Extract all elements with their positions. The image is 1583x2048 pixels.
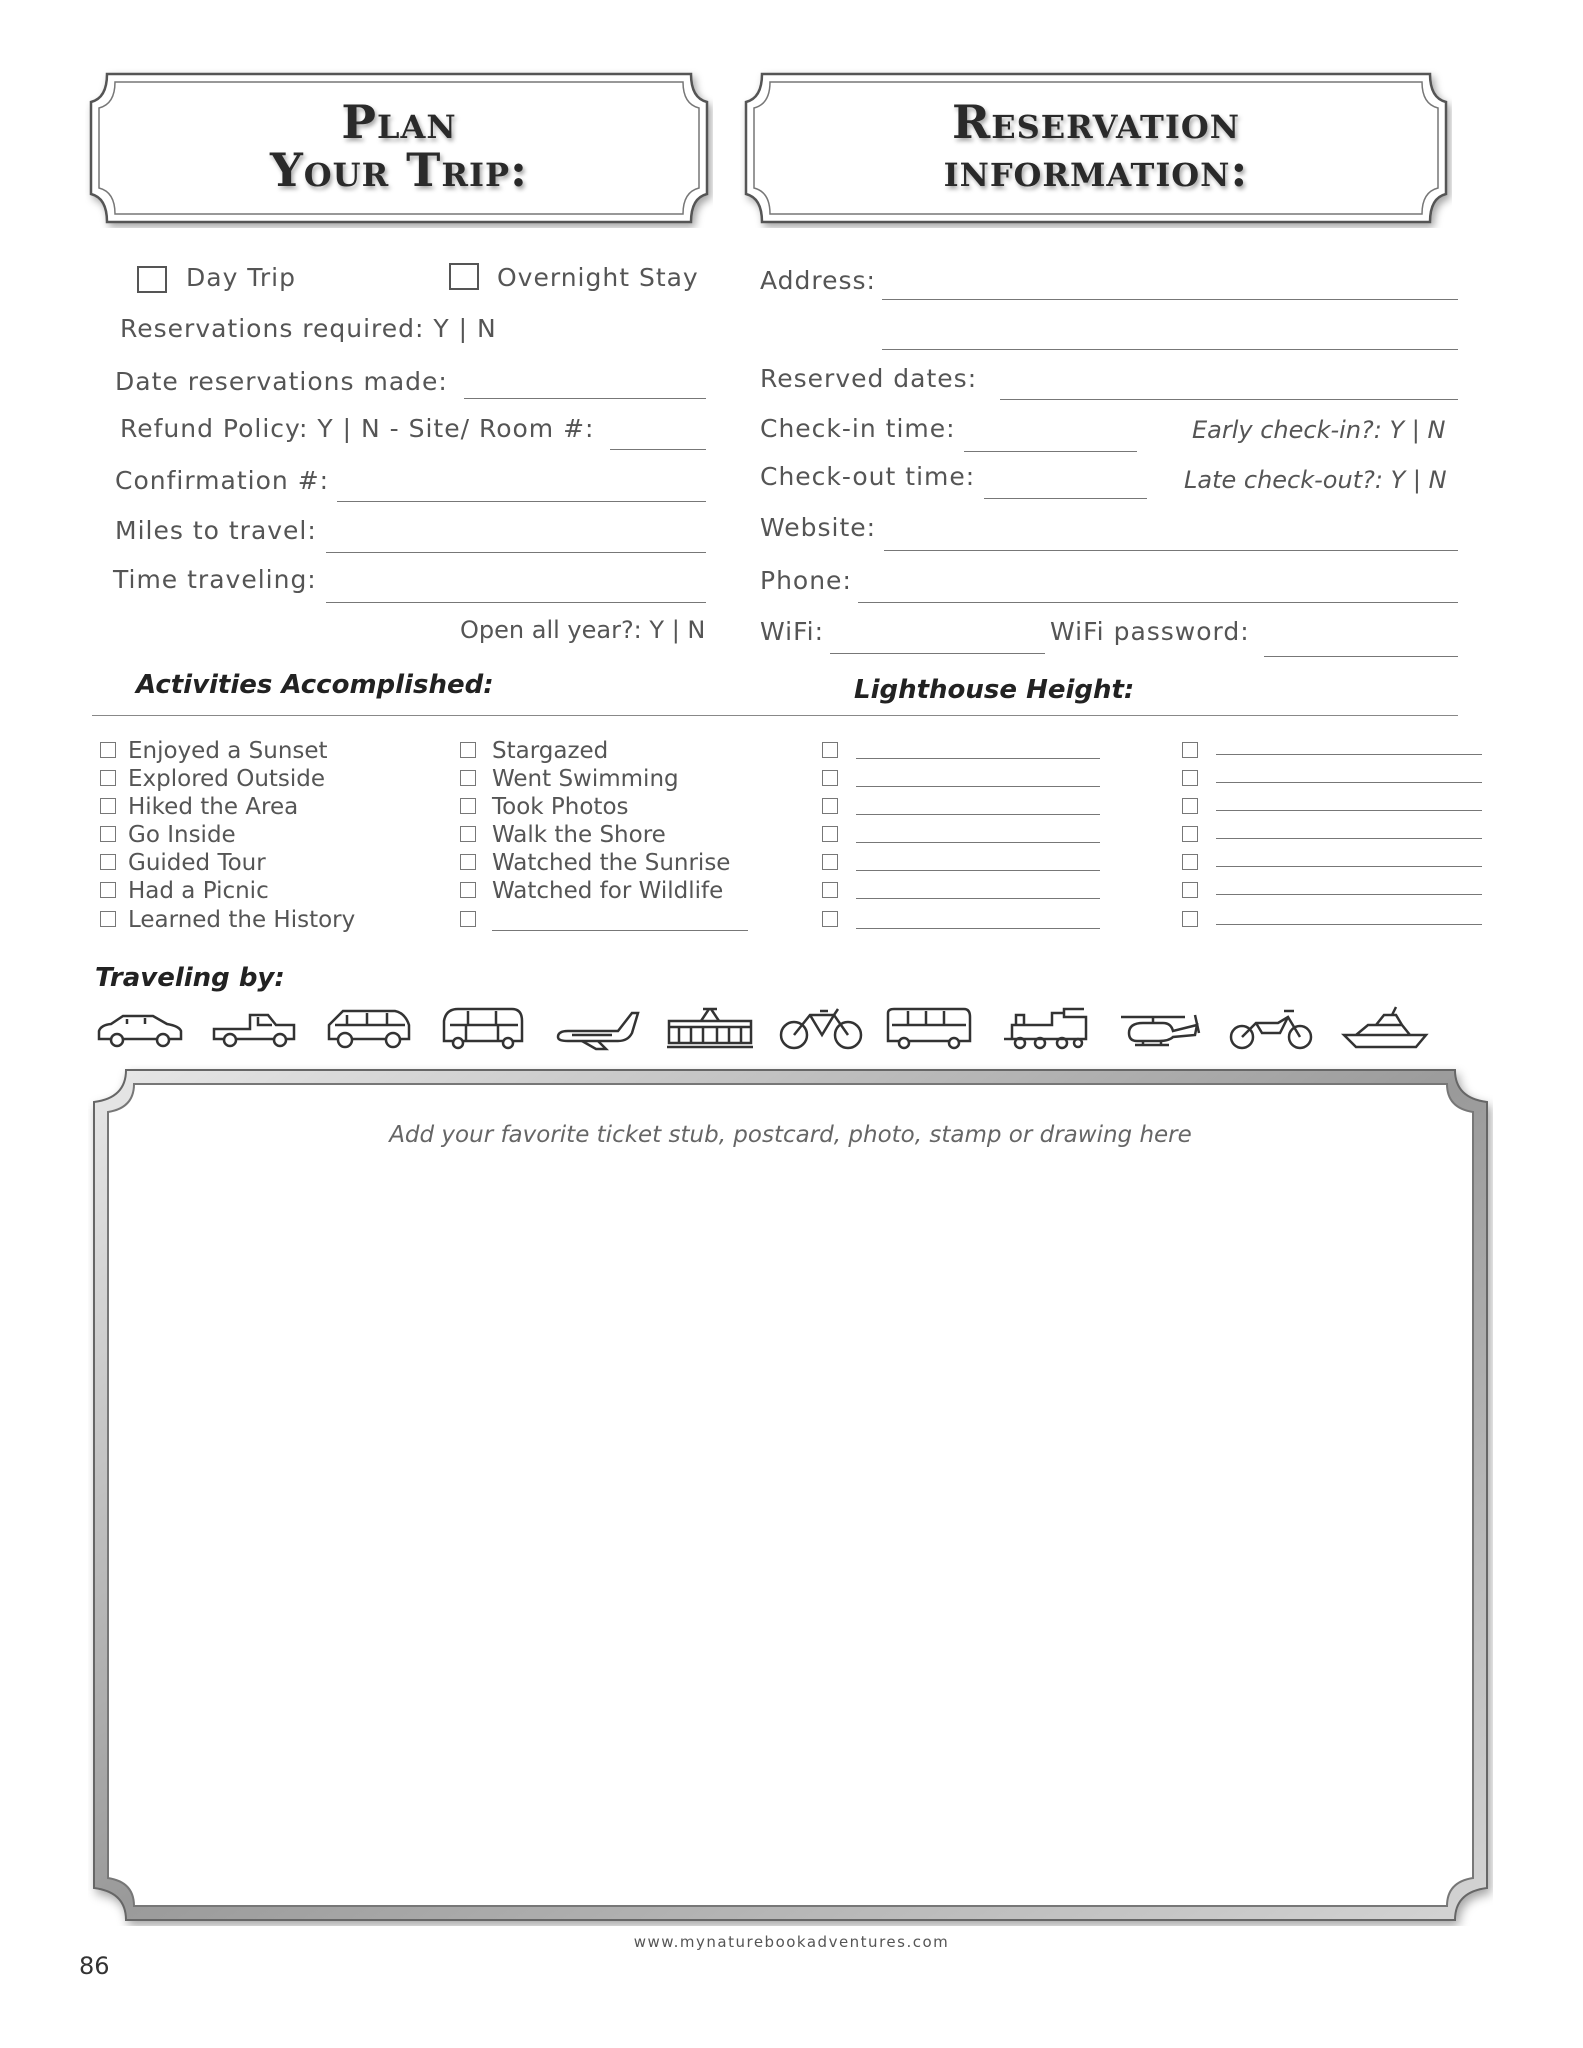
- lighthouse-checkbox[interactable]: [822, 742, 838, 758]
- lighthouse-field[interactable]: [856, 870, 1100, 871]
- confirmation-field[interactable]: [337, 501, 706, 502]
- lighthouse-field[interactable]: [1216, 924, 1482, 925]
- lighthouse-field[interactable]: [1216, 838, 1482, 839]
- check-out-time-field[interactable]: [984, 498, 1147, 499]
- activity-checkbox[interactable]: [460, 826, 476, 842]
- reservations-required-label: Reservations required: Y | N: [120, 314, 497, 343]
- time-traveling-field[interactable]: [326, 602, 706, 603]
- lighthouse-checkbox[interactable]: [1182, 742, 1198, 758]
- lighthouse-checkbox[interactable]: [822, 911, 838, 927]
- boat-icon[interactable]: [1340, 1003, 1430, 1051]
- lighthouse-field[interactable]: [1216, 782, 1482, 783]
- suv-icon[interactable]: [325, 1003, 415, 1051]
- section-divider: [92, 715, 1458, 716]
- lighthouse-field[interactable]: [1216, 754, 1482, 755]
- plan-title-line1: Plan: [341, 95, 457, 149]
- confirmation-label: Confirmation #:: [115, 466, 330, 495]
- time-traveling-label: Time traveling:: [113, 565, 317, 594]
- activity-label: Took Photos: [492, 794, 629, 820]
- activity-checkbox[interactable]: [100, 742, 116, 758]
- address-field-1[interactable]: [882, 299, 1458, 300]
- activity-custom-field[interactable]: [492, 930, 748, 931]
- lighthouse-checkbox[interactable]: [1182, 854, 1198, 870]
- reserved-dates-field[interactable]: [1000, 399, 1458, 400]
- airplane-icon[interactable]: [552, 1003, 642, 1051]
- activity-label: Guided Tour: [128, 850, 266, 876]
- phone-field[interactable]: [858, 602, 1458, 603]
- lighthouse-field[interactable]: [856, 842, 1100, 843]
- activity-label: Watched the Sunrise: [492, 850, 731, 876]
- activity-label: Go Inside: [128, 822, 236, 848]
- date-reservations-made-field[interactable]: [464, 398, 706, 399]
- date-reservations-made-label: Date reservations made:: [115, 367, 448, 396]
- reservation-title-line2: information:: [943, 143, 1249, 198]
- day-trip-label: Day Trip: [186, 263, 297, 292]
- lighthouse-checkbox[interactable]: [822, 882, 838, 898]
- bicycle-icon[interactable]: [776, 1003, 866, 1051]
- wifi-label: WiFi:: [760, 617, 825, 646]
- activity-checkbox[interactable]: [100, 770, 116, 786]
- wifi-field[interactable]: [830, 653, 1045, 654]
- wifi-password-label: WiFi password:: [1050, 617, 1250, 646]
- lighthouse-checkbox[interactable]: [1182, 826, 1198, 842]
- lighthouse-checkbox[interactable]: [1182, 882, 1198, 898]
- page-number: 86: [79, 1952, 110, 1980]
- check-out-time-label: Check-out time:: [760, 462, 976, 491]
- lighthouse-checkbox[interactable]: [1182, 798, 1198, 814]
- lighthouse-checkbox[interactable]: [1182, 911, 1198, 927]
- lighthouse-field[interactable]: [856, 758, 1100, 759]
- website-field[interactable]: [884, 550, 1458, 551]
- traveling-by-heading: Traveling by:: [95, 963, 285, 993]
- lighthouse-checkbox[interactable]: [822, 826, 838, 842]
- activity-checkbox[interactable]: [460, 882, 476, 898]
- check-in-time-field[interactable]: [964, 451, 1137, 452]
- lighthouse-field[interactable]: [856, 928, 1100, 929]
- activity-label: Walk the Shore: [492, 822, 666, 848]
- website-label: Website:: [760, 513, 877, 542]
- helicopter-icon[interactable]: [1113, 1003, 1203, 1051]
- lighthouse-field[interactable]: [856, 898, 1100, 899]
- check-in-time-label: Check-in time:: [760, 414, 956, 443]
- plan-title-frame: [85, 68, 713, 228]
- activity-checkbox[interactable]: [100, 854, 116, 870]
- day-trip-checkbox[interactable]: [137, 266, 167, 293]
- reservation-title-frame: [740, 68, 1452, 228]
- activity-label: Enjoyed a Sunset: [128, 738, 328, 764]
- lighthouse-field[interactable]: [856, 814, 1100, 815]
- activity-checkbox[interactable]: [460, 742, 476, 758]
- sedan-icon[interactable]: [95, 1003, 185, 1051]
- motorcycle-icon[interactable]: [1226, 1003, 1316, 1051]
- lighthouse-checkbox[interactable]: [1182, 770, 1198, 786]
- memento-caption: Add your favorite ticket stub, postcard, photo, stamp or drawing here: [389, 1122, 1192, 1148]
- wifi-password-field[interactable]: [1264, 656, 1458, 657]
- lighthouse-checkbox[interactable]: [822, 770, 838, 786]
- lighthouse-field[interactable]: [856, 786, 1100, 787]
- activity-checkbox[interactable]: [100, 911, 116, 927]
- activity-label: Went Swimming: [492, 766, 679, 792]
- phone-label: Phone:: [760, 566, 852, 595]
- activity-label: Had a Picnic: [128, 878, 269, 904]
- van-icon[interactable]: [438, 1003, 528, 1051]
- tram-icon[interactable]: [665, 1003, 755, 1051]
- lighthouse-field[interactable]: [1216, 866, 1482, 867]
- activity-checkbox[interactable]: [100, 882, 116, 898]
- site-room-field[interactable]: [610, 449, 706, 450]
- activity-checkbox[interactable]: [100, 826, 116, 842]
- miles-to-travel-label: Miles to travel:: [115, 516, 317, 545]
- train-icon[interactable]: [1000, 1003, 1090, 1051]
- activities-heading: Activities Accomplished:: [136, 670, 494, 700]
- memento-frame: [88, 1064, 1493, 1926]
- early-check-in-label: Early check-in?: Y | N: [1192, 416, 1446, 444]
- activity-label: Hiked the Area: [128, 794, 299, 820]
- reserved-dates-label: Reserved dates:: [760, 364, 978, 393]
- overnight-stay-checkbox[interactable]: [449, 263, 479, 290]
- address-field-2[interactable]: [882, 349, 1458, 350]
- lighthouse-field[interactable]: [1216, 810, 1482, 811]
- plan-title-line2: Your Trip:: [269, 143, 529, 198]
- activity-checkbox[interactable]: [460, 770, 476, 786]
- activity-checkbox[interactable]: [460, 854, 476, 870]
- reservation-title-line1: Reservation: [952, 95, 1240, 149]
- pickup-truck-icon[interactable]: [210, 1003, 300, 1051]
- bus-icon[interactable]: [884, 1003, 974, 1051]
- miles-to-travel-field[interactable]: [326, 552, 706, 553]
- activity-checkbox[interactable]: [100, 798, 116, 814]
- open-all-year-label: Open all year?: Y | N: [460, 616, 706, 644]
- address-label: Address:: [760, 266, 876, 295]
- lighthouse-checkbox[interactable]: [822, 854, 838, 870]
- activity-checkbox[interactable]: [460, 798, 476, 814]
- activity-label: Learned the History: [128, 907, 356, 933]
- late-check-out-label: Late check-out?: Y | N: [1184, 466, 1447, 494]
- lighthouse-checkbox[interactable]: [822, 798, 838, 814]
- activity-label: Watched for Wildlife: [492, 878, 724, 904]
- lighthouse-field[interactable]: [1216, 894, 1482, 895]
- activity-checkbox[interactable]: [460, 911, 476, 927]
- activity-label: Explored Outside: [128, 766, 326, 792]
- activity-label: Stargazed: [492, 738, 609, 764]
- overnight-stay-label: Overnight Stay: [497, 263, 699, 292]
- refund-policy-label: Refund Policy: Y | N - Site/ Room #:: [120, 414, 595, 443]
- lighthouse-height-heading: Lighthouse Height:: [854, 675, 1135, 705]
- footer-url[interactable]: www.mynaturebookadventures.com: [633, 1933, 950, 1951]
